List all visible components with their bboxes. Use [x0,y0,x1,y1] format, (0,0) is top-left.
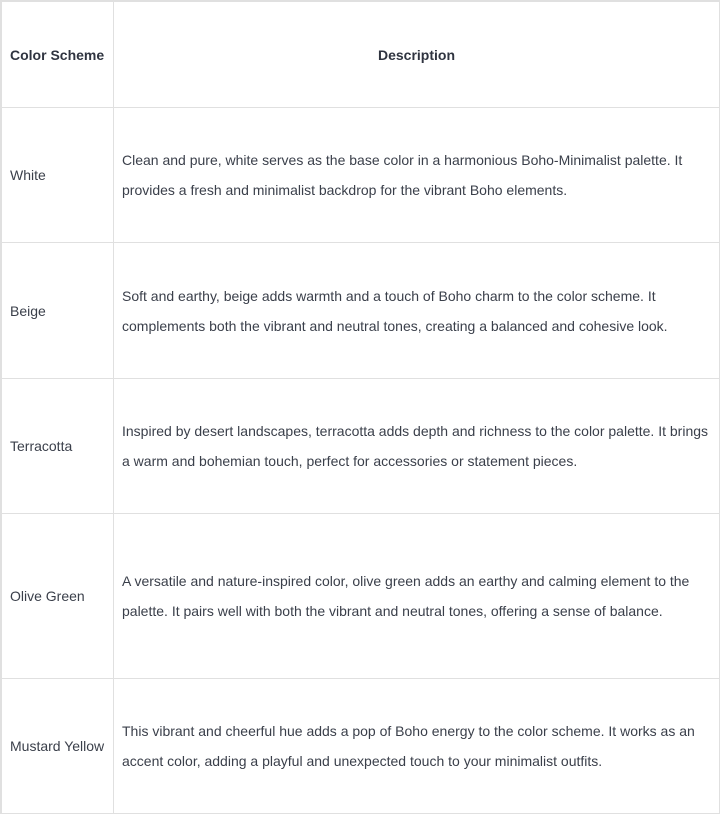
row-description: This vibrant and cheerful hue adds a pop of Boho energy to the color scheme. It works as an accent color, adding a playful and unexpected touch to your minimalist outfits. [114,679,720,814]
row-description: A versatile and nature-inspired color, olive green adds an earthy and calming element to the palette. It pairs well with both the vibrant and neutral tones, offering a sense of balance. [114,514,720,679]
table-row [2,243,720,379]
row-color-scheme: Beige [2,243,114,379]
row-color-scheme: Terracotta [2,379,114,514]
table-header-row [2,2,720,108]
header-color-scheme: Color Scheme [2,2,114,108]
header-description: Description [114,2,720,108]
table-row [2,514,720,679]
table-row [2,379,720,514]
table-row [2,108,720,243]
row-description: Clean and pure, white serves as the base color in a harmonious Boho-Minimalist palette. It provides a fresh and minimalist backdrop for the vibrant Boho elements. [114,108,720,243]
table-row [2,679,720,814]
row-color-scheme: Mustard Yellow [2,679,114,814]
row-description: Inspired by desert landscapes, terracotta adds depth and richness to the color palette. It brings a warm and bohemian touch, perfect for accessories or statement pieces. [114,379,720,514]
row-color-scheme: Olive Green [2,514,114,679]
row-description: Soft and earthy, beige adds warmth and a touch of Boho charm to the color scheme. It complements both the vibrant and neutral tones, creating a balanced and cohesive look. [114,243,720,379]
row-color-scheme: White [2,108,114,243]
